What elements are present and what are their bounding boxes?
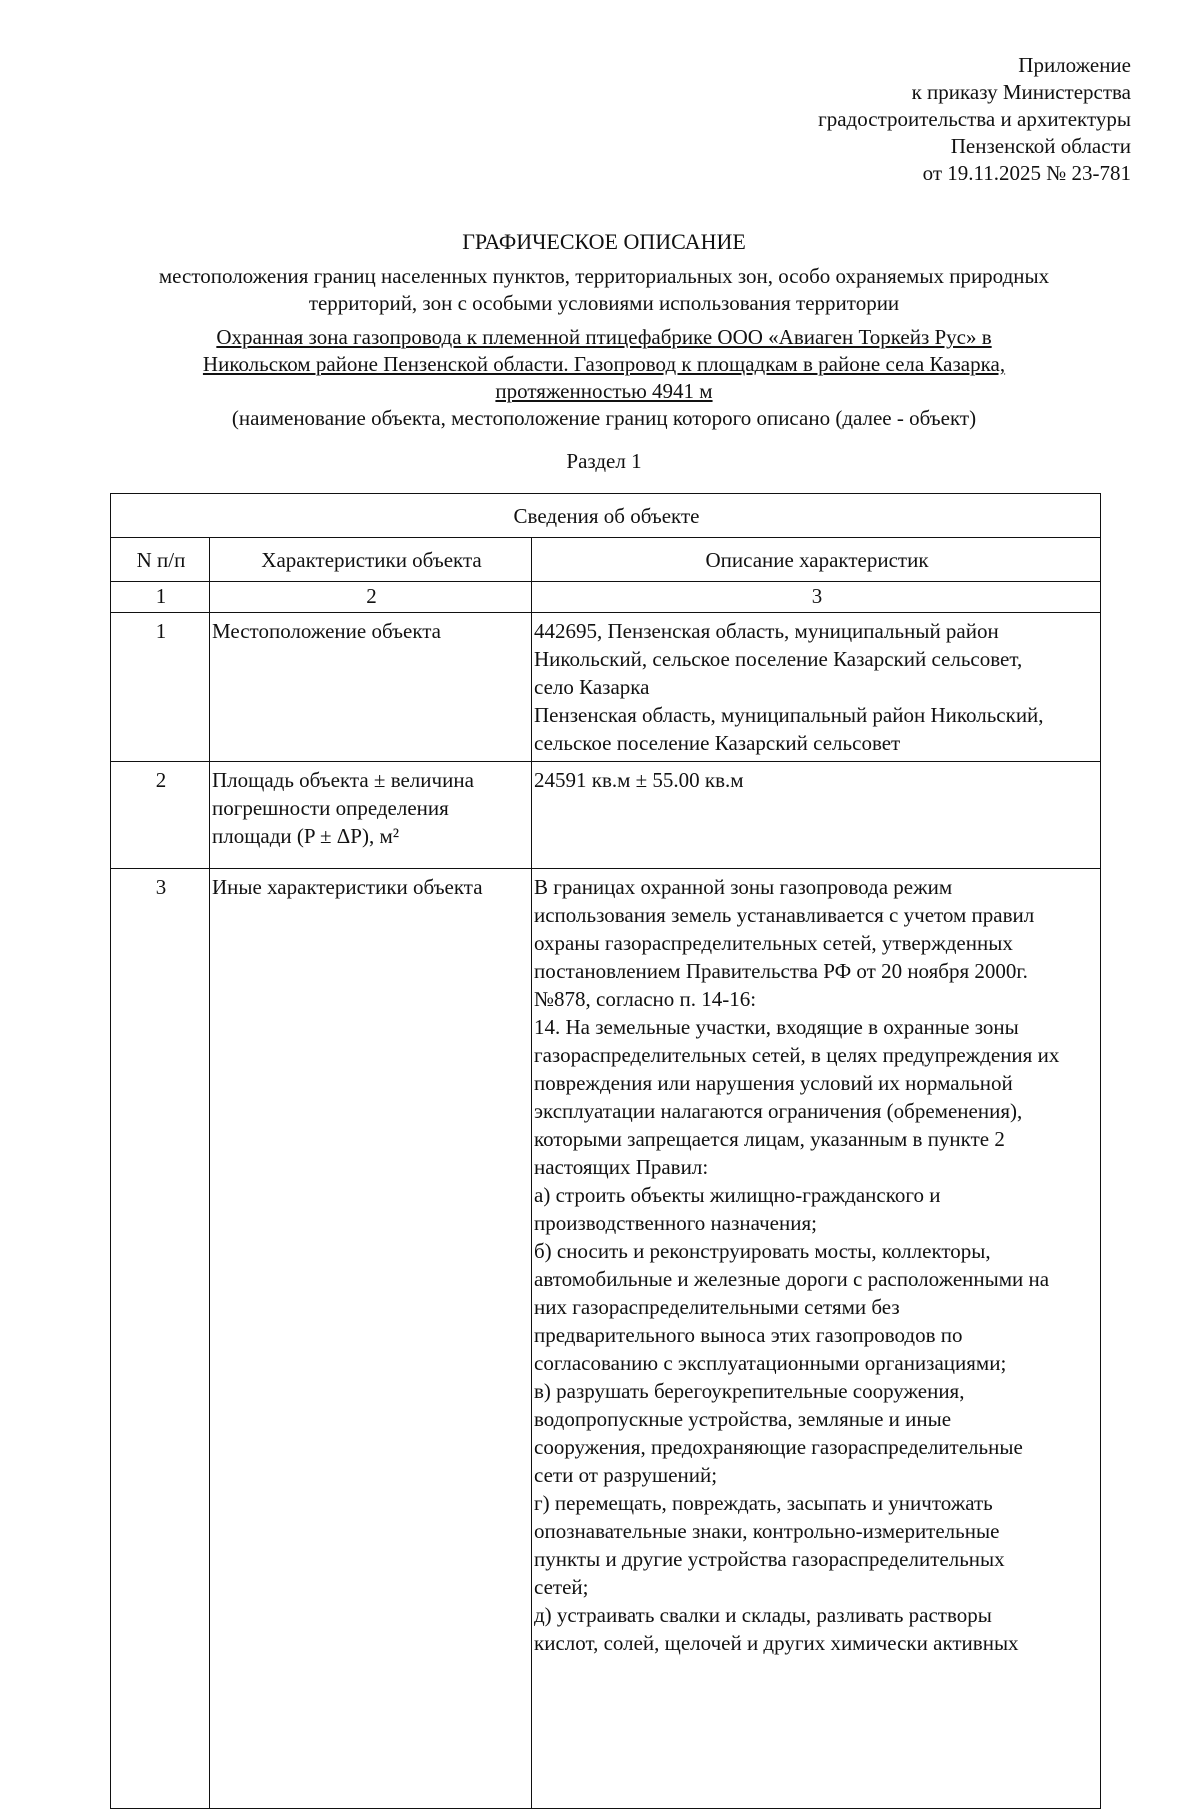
- annex-block: [818, 52, 1131, 187]
- annex-line: от 19.11.2025 № 23-781: [922, 161, 1131, 185]
- name-line: погрешности определения: [212, 796, 449, 820]
- description-line: производственного назначения;: [534, 1211, 817, 1235]
- description-line: предварительного выноса этих газопроводов по: [534, 1323, 963, 1347]
- column-header: N п/п: [111, 538, 210, 582]
- description-line: автомобильные и железные дороги с расположенными на: [534, 1267, 1050, 1291]
- characteristic-description: [532, 613, 1101, 762]
- subtitle-line: территорий, зон с особыми условиями использования территории: [308, 291, 900, 315]
- description-line: село Казарка: [534, 675, 650, 699]
- title-block: [110, 228, 1098, 475]
- column-header: Описание характеристик: [532, 538, 1101, 582]
- description-line: Пензенская область, муниципальный район Никольский,: [534, 703, 1044, 727]
- description-line: опознавательные знаки, контрольно-измерительные: [534, 1519, 1000, 1543]
- object-name-line: Никольском районе Пензенской области. Газопровод к площадкам в районе села Казарка,: [202, 352, 1006, 376]
- description-line: которыми запрещается лицам, указанным в пункте 2: [534, 1127, 1005, 1151]
- annex-line: Пензенской области: [950, 134, 1131, 158]
- description-line: Никольский, сельское поселение Казарский сельсовет,: [534, 647, 1023, 671]
- annex-line: к приказу Министерства: [911, 80, 1131, 104]
- object-name-note: (наименование объекта, местоположение границ которого описано (далее - объект): [231, 406, 977, 430]
- description-line: согласованию с эксплуатационными организациями;: [534, 1351, 1007, 1375]
- description-line: пункты и другие устройства газораспределительных: [534, 1547, 1005, 1571]
- table-row: [111, 613, 1101, 762]
- column-number-row: [111, 582, 1101, 613]
- description-line: сетей;: [534, 1575, 589, 1599]
- column-number: 3: [532, 582, 1101, 613]
- description-line: №878, согласно п. 14-16:: [534, 987, 757, 1011]
- document-title: ГРАФИЧЕСКОЕ ОПИСАНИЕ: [462, 229, 746, 254]
- annex-line: Приложение: [1018, 53, 1131, 77]
- row-number: 3: [111, 869, 210, 1809]
- column-header: Характеристики объекта: [210, 538, 532, 582]
- table-caption-row: [111, 494, 1101, 538]
- subtitle-line: местоположения границ населенных пунктов, территориальных зон, особо охраняемых природных: [158, 264, 1050, 288]
- description-line: постановлением Правительства РФ от 20 ноября 2000г.: [534, 959, 1028, 983]
- description-line: сети от разрушений;: [534, 1463, 718, 1487]
- description-line: газораспределительных сетей, в целях предупреждения их: [534, 1043, 1060, 1067]
- name-line: площади (P ± ΔP), м²: [212, 824, 400, 848]
- description-line: водопропускные устройства, земляные и иные: [534, 1407, 952, 1431]
- section-label: Раздел 1: [566, 449, 642, 473]
- characteristic-description: [532, 869, 1101, 1809]
- table-row: [111, 762, 1101, 869]
- description-line: использования земель устанавливается с учетом правил: [534, 903, 1035, 927]
- column-number: 2: [210, 582, 532, 613]
- description-line: сооружения, предохраняющие газораспределительные: [534, 1435, 1023, 1459]
- table-caption: Сведения об объекте: [111, 494, 1101, 538]
- table-row: [111, 869, 1101, 1809]
- column-number: 1: [111, 582, 210, 613]
- description-line: кислот, солей, щелочей и других химически активных: [534, 1631, 1019, 1655]
- description-line: повреждения или нарушения условий их нормальной: [534, 1071, 1013, 1095]
- annex-line: градостроительства и архитектуры: [818, 107, 1131, 131]
- description-line: г) перемещать, повреждать, засыпать и уничтожать: [534, 1491, 993, 1515]
- description-line: 24591 кв.м ± 55.00 кв.м: [534, 768, 744, 792]
- description-line: 14. На земельные участки, входящие в охранные зоны: [534, 1015, 1019, 1039]
- object-name-line: протяженностью 4941 м: [495, 379, 713, 403]
- characteristic-name: Иные характеристики объекта: [210, 869, 532, 1809]
- description-line: 442695, Пензенская область, муниципальный район: [534, 619, 999, 643]
- description-line: б) сносить и реконструировать мосты, коллекторы,: [534, 1239, 991, 1263]
- characteristic-name: [210, 762, 532, 869]
- description-line: эксплуатации налагаются ограничения (обременения),: [534, 1099, 1023, 1123]
- characteristic-name: Местоположение объекта: [210, 613, 532, 762]
- row-number: 1: [111, 613, 210, 762]
- description-line: а) строить объекты жилищно-гражданского и: [534, 1183, 941, 1207]
- description-line: них газораспределительными сетями без: [534, 1295, 900, 1319]
- characteristic-description: [532, 762, 1101, 869]
- description-line: сельское поселение Казарский сельсовет: [534, 731, 901, 755]
- object-info-table: [110, 493, 1101, 1809]
- description-line: в) разрушать берегоукрепительные сооружения,: [534, 1379, 965, 1403]
- object-name-line: Охранная зона газопровода к племенной птицефабрике ООО «Авиаген Торкейз Рус» в: [216, 325, 992, 349]
- description-line: В границах охранной зоны газопровода режим: [534, 875, 953, 899]
- description-line: охраны газораспределительных сетей, утвержденных: [534, 931, 1013, 955]
- description-line: д) устраивать свалки и склады, разливать растворы: [534, 1603, 992, 1627]
- table-header-row: [111, 538, 1101, 582]
- description-line: настоящих Правил:: [534, 1155, 709, 1179]
- name-line: Площадь объекта ± величина: [212, 768, 474, 792]
- row-number: 2: [111, 762, 210, 869]
